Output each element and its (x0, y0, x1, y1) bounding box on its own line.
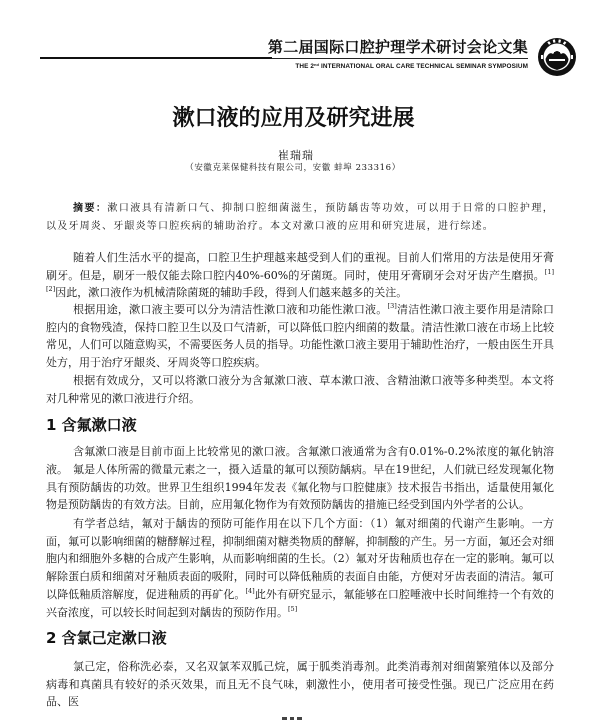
abstract (46, 200, 554, 235)
abstract-text: 漱口液具有清新口气、抑制口腔细菌滋生，预防龋齿等功效，可以用于日常的口腔护理，以及牙周炎、牙龈炎等口腔疾病的辅助治疗。本文对漱口液的应用和研究进展，进行综述。 (46, 203, 554, 232)
paragraph-text: 有学者总结，氟对于龋齿的预防可能作用在以下几个方面：（1）氟对细菌的代谢产生影响。一方面，氟可以影响细菌的糖酵解过程，抑制细菌对糖类物质的酵解，抑制酸的产生。另一方面，氟还会对细胞内和细胞外多糖的合成产生影响，从而影响细菌的生长。（2）氟对牙齿釉质也存在一定的影响。氟可以解除蛋白质和细菌对牙釉质表面的吸附，同时可以降低釉质的表面自由能，方便对牙齿表面的清洁。氟可以降低釉质溶解度，促进釉质的再矿化。 (46, 517, 554, 601)
symposium-en-ordinal: nd (314, 62, 320, 67)
paragraph-text: 氟是人体所需的微量元素之一，摄入适量的氟可以预防龋病。早在19世纪，人们就已经发现氟化物具有预防龋齿的功效。世界卫生组织1994年发表《氟化物与口腔健康》技术报告书指出，适量使用氟化物是预防龋齿的有效方法。目前，应用氟化物作为有效预防龋齿的措施已经受到国内外学者的公认。 (46, 463, 554, 512)
citation: [4] (245, 586, 255, 595)
page-number-fragment (297, 717, 302, 720)
symposium-english-title (295, 61, 528, 71)
section-paragraph (46, 658, 554, 711)
symposium-en-rest: INTERNATIONAL ORAL CARE TECHNICAL SEMINAR SYMPOSIUM (319, 63, 528, 70)
paragraph-text: 因此，漱口液作为机械清除菌斑的辅助手段，得到人们越来越多的关注。 (55, 286, 408, 300)
section-paragraph (46, 515, 554, 621)
intro-paragraph (46, 249, 554, 302)
symposium-en-prefix: THE 2 (295, 63, 315, 70)
intro-paragraph (46, 372, 554, 407)
citation: [3] (387, 302, 397, 310)
paragraph-text: 随着人们生活水平的提高，口腔卫生护理越来越受到人们的重视。目前人们常用的方法是使用牙膏刷牙。但是，刷牙一般仅能去除口腔内40%-60%的牙菌斑。同时，使用牙膏刷牙会对牙齿产生磨损。 (46, 251, 554, 282)
society-seal-icon (537, 37, 577, 77)
citation: [1][2] (46, 267, 554, 294)
section-heading: 1 含氟漱口液 (46, 416, 137, 434)
section-heading: 2 含氯己定漱口液 (46, 629, 167, 647)
proceedings-title: 第二届国际口腔护理学术研讨会论文集 (267, 38, 528, 56)
intro-paragraph (46, 301, 554, 372)
paragraph-text: 此外有研究显示，氟能够在口腔唾液中长时间维持一个有效的兴奋浓度，可以较长时间起到对龋齿的预防作用。 (46, 587, 555, 619)
section-paragraph (46, 461, 554, 514)
article-title: 漱口液的应用及研究进展 (172, 105, 415, 131)
page-number-fragment (290, 717, 295, 720)
paragraph-text: 清洁性漱口液主要作用是清除口腔内的食物残渣，保持口腔卫生以及口气清新，可以降低口腔内细菌的数量。清洁性漱口液在市场上比较常见，人们可以随意购买，不需要医务人员的指导。功能性漱口液主要用于辅助性治疗，一般由医生开具处方，用于治疗牙龈炎、牙周炎等口腔疾病。 (46, 303, 555, 370)
citation: [5] (288, 604, 298, 613)
author-affiliation: （安徽克莱保健科技有限公司，安徽 蚌埠 233316） (185, 163, 401, 173)
page-number-fragment (282, 717, 287, 720)
abstract-label: 摘要： (73, 203, 108, 214)
paragraph-text: 根据有效成分，又可以将漱口液分为含氟漱口液、草本漱口液、含精油漱口液等多种类型。本文将对几种常见的漱口液进行介绍。 (46, 374, 554, 405)
page-number-cutoff (282, 717, 302, 721)
paragraph-text: 根据用途，漱口液主要可以分为清洁性漱口液和功能性漱口液。 (73, 303, 388, 316)
paragraph-text: 氯己定，俗称洗必泰，又名双氯苯双胍己烷，属于胍类消毒剂。此类消毒剂对细菌繁殖体以及部分病毒和真菌具有较好的杀灭效果，而且无不良气味，刺激性小，使用者可接受性强。现已广泛应用在药品、医 (46, 660, 554, 709)
author-name: 崔瑞瑞 (278, 149, 314, 162)
header-rule-thick (40, 57, 272, 59)
paragraph-text: 含氟漱口液是目前市面上比较常见的漱口液。含氟漱口液通常为含有0.01%-0.2%浓度的氟化钠溶液。 (46, 445, 554, 476)
